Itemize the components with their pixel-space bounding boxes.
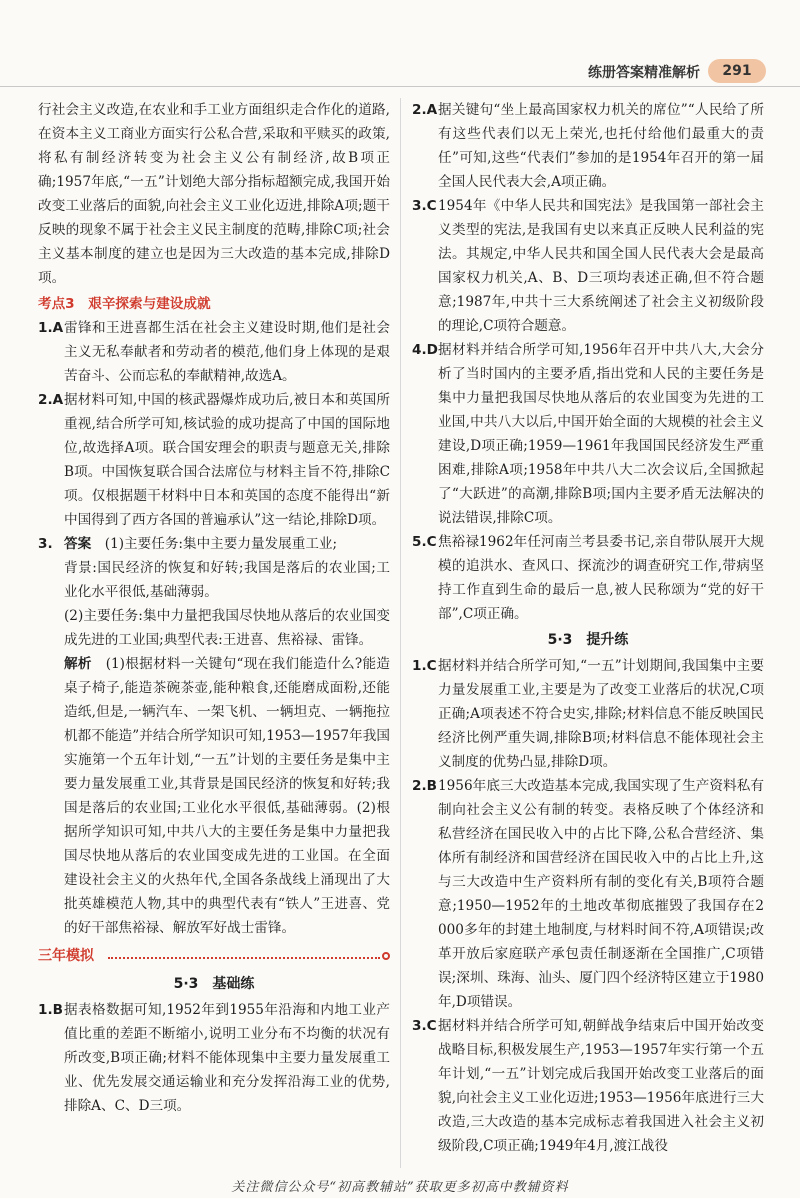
answer-number: 3. (38, 536, 53, 552)
sannian-label: 三年模拟 (38, 948, 94, 964)
answer-item (38, 388, 390, 532)
analysis-label: 解析 (64, 656, 92, 672)
subsection-heading-tisheng: 5·3 提升练 (547, 632, 629, 648)
answer-item (38, 532, 390, 556)
answer-item (412, 654, 764, 774)
answer-subtext: (2)主要任务:集中力量把我国尽快地从落后的农业国变成先进的工业国;典型代表:王进喜、焦裕禄、雷锋。 (64, 608, 390, 648)
answer-text: 1956年底三大改造基本完成,我国实现了生产资料私有制向社会主义公有制的转变。表格反映了个体经济和私营经济在国民收入中的占比下降,公私合营经济、集体所有制经济和国营经济在国民收入中的占比上升,这与三大改造中生产资料所有制的变化有关,B项符合题意;1950—1952年的土地改革彻底摧毁了我国存在2 000多年的封建土地制度,与材料时间不符,A项错误;改革开放后家庭联产承包责任制逐渐在全国推广,C项错误;深圳、珠海、汕头、厦门四个经济特区建立于1980年,D项错误。 (438, 778, 764, 1010)
answer-text: 据表格数据可知,1952年到1955年沿海和内地工业产值比重的差距不断缩小,说明工业分布不均衡的状况有所改变,B项正确;材料不能体现集中主要力量发展重工业、优先发展交通运输业和充分发挥沿海工业的优势,排除A、C、D三项。 (64, 1002, 390, 1114)
analysis-paragraph (38, 652, 390, 940)
answer-item (412, 774, 764, 1014)
page-header (0, 0, 800, 92)
page-number-badge: 291 (708, 59, 766, 83)
answer-text: 据材料可知,中国的核武器爆炸成功后,被日本和英国所重视,结合所学可知,核试验的成功提高了中国的国际地位,故选择A项。联合国安理会的职责与题意无关,排除B项。中国恢复联合国合法席位与材料主旨不符,排除C项。仅根据题干材料中日本和英国的态度不能得出“新中国得到了西方各国的普遍承认”这一结论,排除D项。 (64, 392, 390, 528)
answer-text: 1954年《中华人民共和国宪法》是我国第一部社会主义类型的宪法,是我国有史以来真正反映人民利益的宪法。其规定,中华人民共和国全国人民代表大会是最高国家权力机关,A、B、D三项均表述正确,但不符合题意;1987年,中共十三大系统阐述了社会主义初级阶段的理论,C项符合题意。 (438, 198, 764, 334)
column-divider (400, 98, 401, 1168)
answer-number: 4.D (412, 342, 438, 358)
circle-end-icon (382, 952, 390, 960)
answer-text: 焦裕禄1962年任河南兰考县委书记,亲自带队展开大规模的追洪水、查风口、探流沙的调查研究工作,带病坚持工作直到生命的最后一息,被人民称颂为“党的好干部”,C项正确。 (438, 534, 764, 622)
answer-label: 答案 (64, 536, 92, 552)
intro-paragraph: 行社会主义改造,在农业和手工业方面组织走合作化的道路,在资本主义工商业方面实行公私合营,采取和平赎买的政策,将私有制经济转变为社会主义公有制经济,故B项正确;1957年底,“一五”计划绝大部分指标超额完成,我国开始改变工业落后的面貌,向社会主义工业化迈进,排除A项;题干反映的现象不属于社会主义民主制度的范畴,排除C项;社会主义基本制度的建立也是因为三大改造的基本完成,排除D项。 (38, 102, 390, 286)
header-title: 练册答案精准解析 (588, 65, 700, 81)
answer-item (412, 338, 764, 530)
answer-item (412, 194, 764, 338)
answer-item (38, 316, 390, 388)
answer-number: 1.A (38, 320, 64, 336)
answer-text: 据材料并结合所学可知,朝鲜战争结束后中国开始改变战略目标,积极发展生产,1953—1957年实行第一个五年计划,“一五”计划完成后我国开始改变工业落后的面貌,向社会主义工业化迈进;1953—1956年底进行三大改造,三大改造的基本完成标志着我国进入社会主义初级阶段,C项正确;1949年4月,渡江战役 (438, 1018, 764, 1154)
subsection-heading-jichu: 5·3 基础练 (173, 976, 255, 992)
left-column (38, 98, 390, 1118)
right-column (412, 98, 764, 1158)
answer-text: (1)主要任务:集中主要力量发展重工业; (104, 536, 338, 552)
footer-watermark-text: 关注微信公众号“初高教辅站”获取更多初高中教辅资料 (231, 1180, 569, 1195)
answer-text: 雷锋和王进喜都生活在社会主义建设时期,他们是社会主义无私奉献者和劳动者的模范,他们身上体现的是艰苦奋斗、公而忘私的奉献精神,故选A。 (64, 320, 390, 384)
sannian-section-banner (38, 944, 390, 970)
answer-number: 1.C (412, 658, 437, 674)
answer-text: 据关键句“坐上最高国家权力机关的席位”“人民给了所有这些代表们以无上荣光,也托付给他们最重大的责任”可知,这些“代表们”参加的是1954年召开的第一届全国人民代表大会,A项正确。 (438, 102, 764, 190)
answer-item (38, 998, 390, 1118)
answer-number: 2.A (412, 102, 438, 118)
header-rule (0, 86, 800, 87)
section-heading-kaodian3: 考点3 艰辛探索与建设成就 (38, 296, 211, 312)
answer-number: 2.B (412, 778, 437, 794)
answer-item (412, 1014, 764, 1158)
answer-number: 1.B (38, 1002, 63, 1018)
analysis-text: (1)根据材料一关键句“现在我们能造什么?能造桌子椅子,能造茶碗茶壶,能种粮食,还能磨成面粉,还能造纸,但是,一辆汽车、一架飞机、一辆坦克、一辆拖拉机都不能造”并结合所学知识可知,1953—1957年我国实施第一个五年计划,“一五”计划的主要任务是集中主要力量发展重工业,其背景是国民经济的恢复和好转;我国是落后的农业国;工业化水平很低,基础薄弱。(2)根据所学知识可知,中共八大的主要任务是集中力量把我国尽快地从落后的农业国变成先进的工业国。在全面建设社会主义的火热年代,全国各条战线上涌现出了大批英雄模范人物,其中的典型代表有“铁人”王进喜、党的好干部焦裕禄、解放军好战士雷锋。 (64, 656, 391, 936)
answer-number: 2.A (38, 392, 64, 408)
answer-text: 据材料并结合所学可知,1956年召开中共八大,大会分析了当时国内的主要矛盾,指出党和人民的主要任务是集中力量把我国尽快地从落后的农业国变为先进的工业国,中共八大以后,中国开始全面的大规模的社会主义建设,D项正确;1959—1961年我国国民经济发生严重困难,排除A项;1958年中共八大二次会议后,全国掀起了“大跃进”的高潮,排除B项;国内主要矛盾无法解决的说法错误,排除C项。 (438, 342, 764, 526)
dotted-rule (108, 957, 380, 959)
answer-number: 5.C (412, 534, 437, 550)
answer-text: 据材料并结合所学可知,“一五”计划期间,我国集中主要力量发展重工业,主要是为了改变工业落后的状况,C项正确;A项表述不符合史实,排除;材料信息不能反映国民经济比例严重失调,排除B项;材料信息不能体现社会主义制度的优势凸显,排除D项。 (438, 658, 764, 770)
answer-item (412, 98, 764, 194)
answer-item (412, 530, 764, 626)
answer-subtext: 背景:国民经济的恢复和好转;我国是落后的农业国;工业化水平很低,基础薄弱。 (64, 560, 390, 600)
answer-number: 3.C (412, 1018, 437, 1034)
answer-number: 3.C (412, 198, 437, 214)
